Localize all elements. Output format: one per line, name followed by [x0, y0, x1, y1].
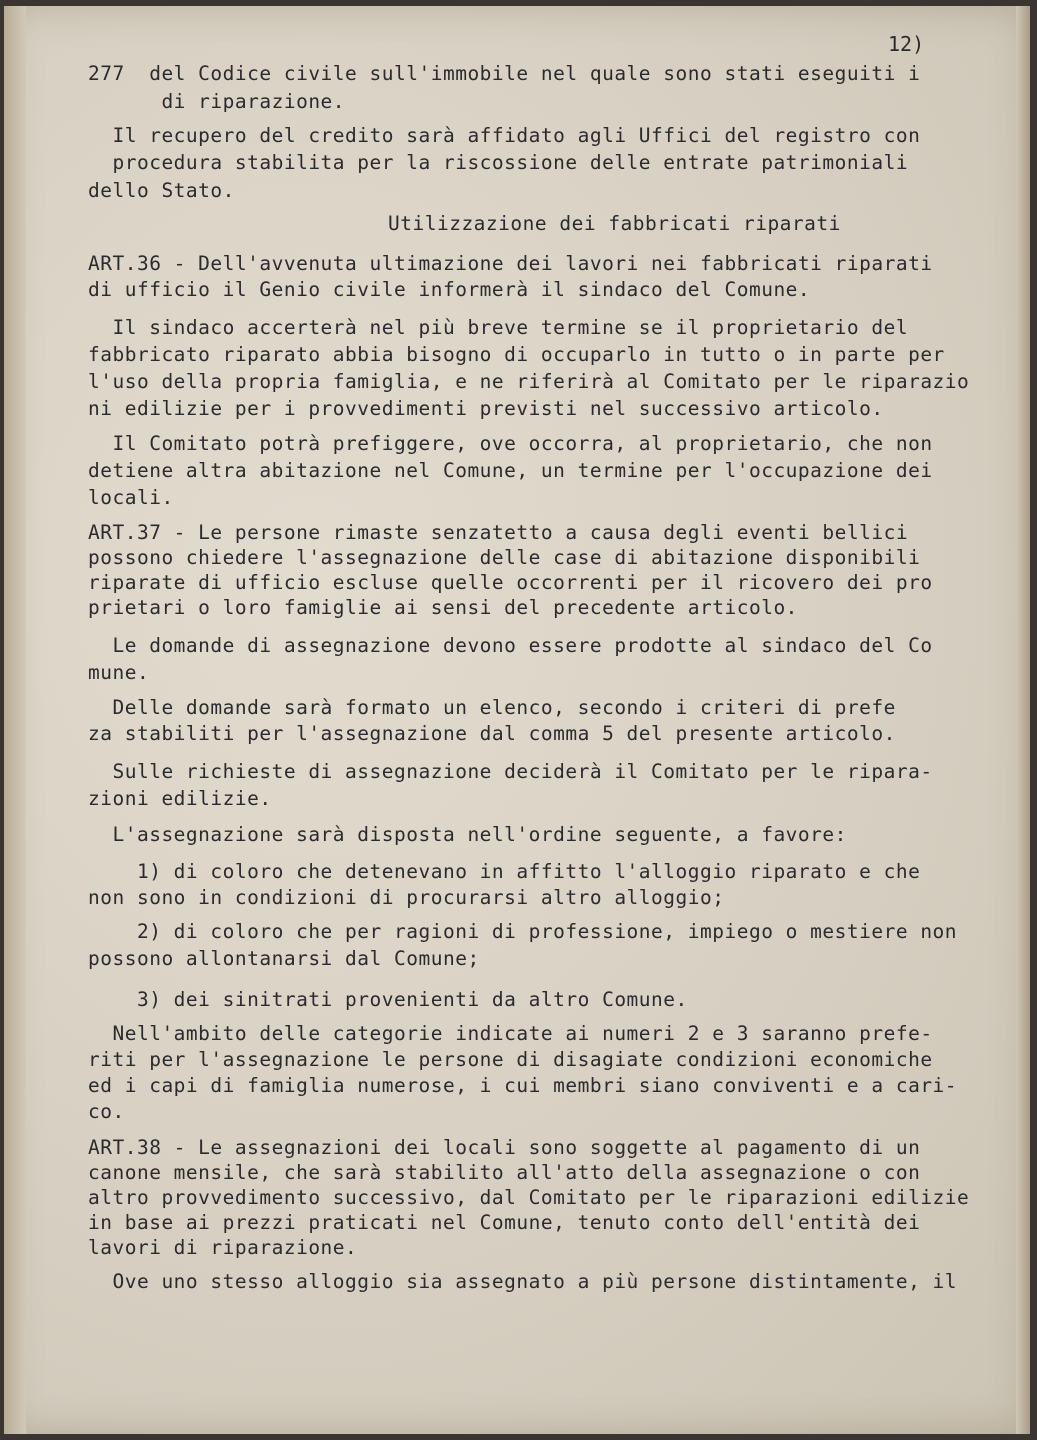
text-line: detiene altra abitazione nel Comune, un termine per l'occupazione dei — [88, 459, 933, 482]
text-line: Nell'ambito delle categorie indicate ai numeri 2 e 3 saranno prefe- — [88, 1022, 933, 1045]
text-line: possono allontanarsi dal Comune; — [88, 947, 480, 970]
text-line: canone mensile, che sarà stabilito all'atto della assegnazione o con — [88, 1161, 921, 1184]
text-line: Sulle richieste di assegnazione deciderà il Comitato per le ripara- — [88, 760, 933, 783]
text-line: Ove uno stesso alloggio sia assegnato a più persone distintamente, il — [88, 1270, 958, 1293]
article-38-line: ART.38 - Le assegnazioni dei locali sono soggette al pagamento di un — [88, 1136, 921, 1159]
text-line: altro provvedimento successivo, dal Comitato per le riparazioni edilizie — [88, 1186, 970, 1209]
text-line: di ufficio il Genio civile informerà il sindaco del Comune. — [88, 278, 811, 301]
text-line: riti per l'assegnazione le persone di disagiate condizioni economiche — [88, 1048, 933, 1071]
typewritten-page — [4, 6, 1030, 1434]
text-line: Il recupero del credito sarà affidato agli Uffici del registro con — [88, 124, 921, 147]
text-line: ni edilizie per i provvedimenti previsti nel successivo articolo. — [88, 397, 884, 420]
page-number: 12) — [888, 32, 925, 56]
list-item-1: 1) di coloro che detenevano in affitto l'alloggio riparato e che — [88, 860, 921, 883]
text-line: Delle domande sarà formato un elenco, secondo i criteri di prefe — [88, 696, 896, 719]
article-36-line: ART.36 - Dell'avvenuta ultimazione dei lavori nei fabbricati riparati — [88, 252, 933, 275]
text-line: 277 del Codice civile sull'immobile nel quale sono stati eseguiti i — [88, 62, 921, 85]
text-line: l'uso della propria famiglia, e ne riferirà al Comitato per le riparazio — [88, 370, 970, 393]
list-item-2: 2) di coloro che per ragioni di professione, impiego o mestiere non — [88, 920, 958, 943]
text-line: mune. — [88, 661, 150, 684]
text-line: fabbricato riparato abbia bisogno di occuparlo in tutto o in parte per — [88, 343, 945, 366]
text-line: ed i capi di famiglia numerose, i cui membri siano conviventi e a cari- — [88, 1074, 958, 1097]
page-binding-edge — [4, 6, 26, 1434]
article-37-line: ART.37 - Le persone rimaste senzatetto a causa degli eventi bellici — [88, 521, 909, 544]
text-line: za stabiliti per l'assegnazione dal comma 5 del presente articolo. — [88, 722, 896, 745]
section-heading: Utilizzazione dei fabbricati riparati — [388, 212, 841, 235]
text-line: non sono in condizioni di procurarsi altro alloggio; — [88, 886, 725, 909]
text-line: procedura stabilita per la riscossione delle entrate patrimoniali — [88, 151, 909, 174]
list-item-3: 3) dei sinitrati provenienti da altro Comune. — [88, 988, 688, 1011]
text-line: di riparazione. — [88, 90, 346, 113]
text-line: Il Comitato potrà prefiggere, ove occorra, al proprietario, che non — [88, 432, 933, 455]
text-line: riparate di ufficio escluse quelle occorrenti per il ricovero dei pro — [88, 571, 933, 594]
text-line: prietari o loro famiglie ai sensi del precedente articolo. — [88, 596, 798, 619]
text-line: dello Stato. — [88, 179, 235, 202]
text-line: Il sindaco accerterà nel più breve termine se il proprietario del — [88, 316, 909, 339]
text-line: L'assegnazione sarà disposta nell'ordine seguente, a favore: — [88, 823, 847, 846]
text-line: zioni edilizie. — [88, 787, 272, 810]
page-right-edge — [1016, 6, 1030, 1434]
text-line: lavori di riparazione. — [88, 1236, 358, 1259]
text-line: in base ai prezzi praticati nel Comune, tenuto conto dell'entità dei — [88, 1211, 921, 1234]
text-line: possono chiedere l'assegnazione delle case di abitazione disponibili — [88, 546, 921, 569]
text-line: Le domande di assegnazione devono essere prodotte al sindaco del Co — [88, 634, 933, 657]
text-line: co. — [88, 1100, 125, 1123]
text-line: locali. — [88, 486, 174, 509]
